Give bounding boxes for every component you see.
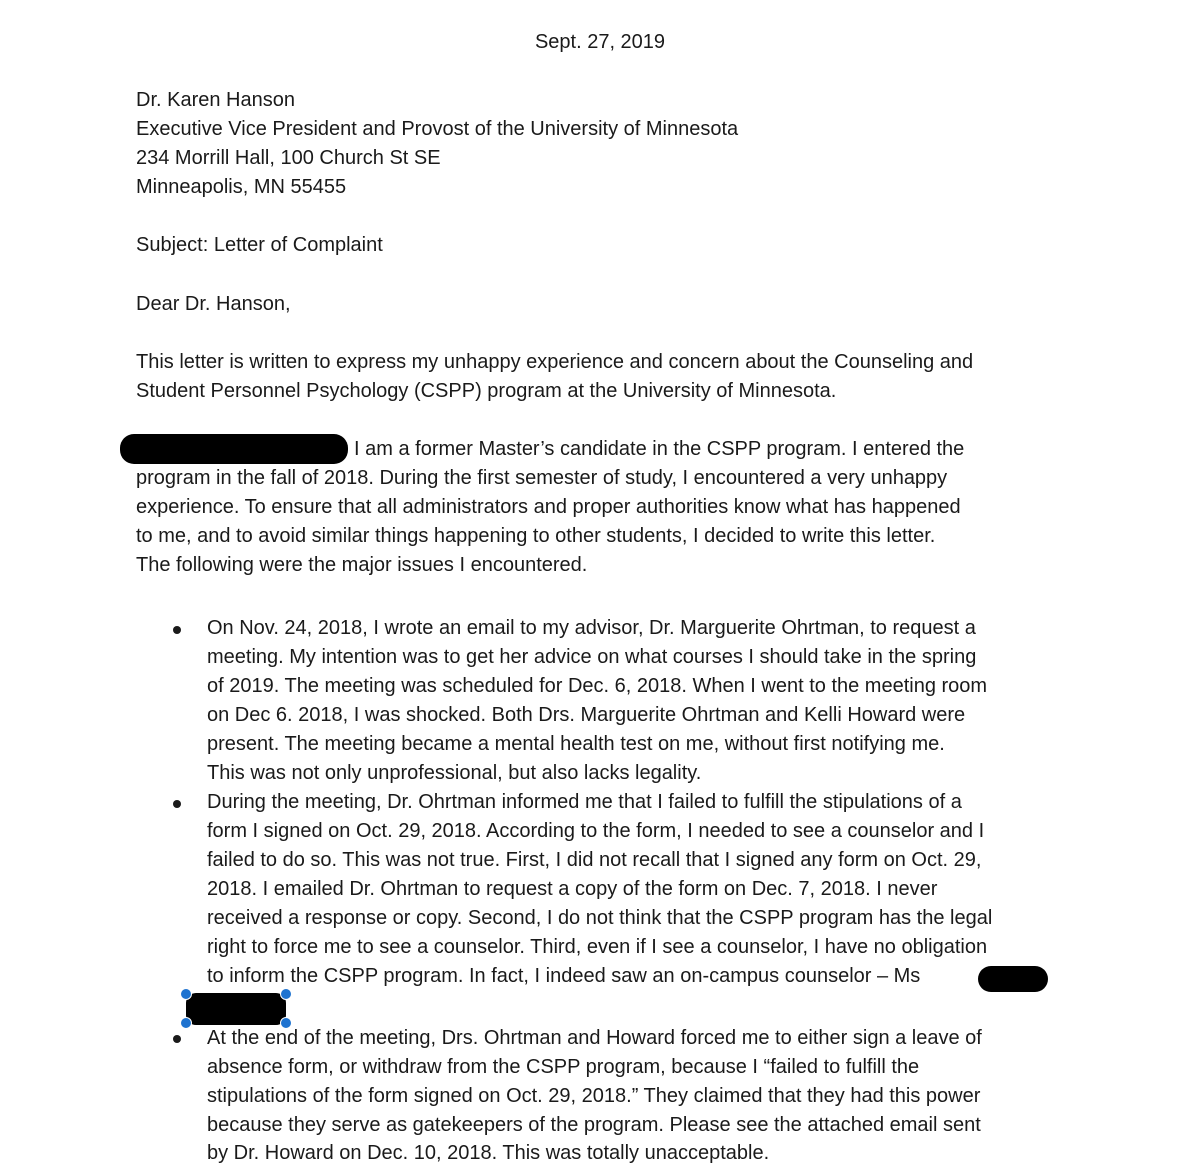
recipient-name: Dr. Karen Hanson — [136, 89, 295, 111]
bullet-icon — [173, 800, 181, 808]
bullet-line: because they serve as gatekeepers of the program. Please see the attached email sent — [207, 1114, 981, 1136]
paragraph-line: experience. To ensure that all administrators and proper authorities know what has happened — [136, 496, 961, 518]
redaction-mark — [978, 966, 1048, 992]
recipient-address-line-2: Minneapolis, MN 55455 — [136, 176, 347, 198]
intro-line: Student Personnel Psychology (CSPP) program at the University of Minnesota. — [136, 380, 837, 402]
bullet-line: right to force me to see a counselor. Third, even if I see a counselor, I have no obligation — [207, 936, 988, 958]
bullet-line: absence form, or withdraw from the CSPP program, because I “failed to fulfill the — [207, 1056, 920, 1078]
bullet-line: 2018. I emailed Dr. Ohrtman to request a copy of the form on Dec. 7, 2018. I never — [207, 878, 938, 900]
bullet-line: During the meeting, Dr. Ohrtman informed me that I failed to fulfill the stipulations of a — [207, 791, 962, 813]
paragraph-line: The following were the major issues I encountered. — [136, 554, 588, 576]
paragraph-line: program in the fall of 2018. During the first semester of study, I encountered a very unhappy — [136, 467, 948, 489]
resize-handle-icon[interactable] — [180, 988, 192, 1000]
letter-date: Sept. 27, 2019 — [534, 31, 666, 53]
bullet-line: meeting. My intention was to get her advice on what courses I should take in the spring — [207, 646, 977, 668]
bullet-line: On Nov. 24, 2018, I wrote an email to my advisor, Dr. Marguerite Ohrtman, to request a — [207, 617, 976, 639]
recipient-address-line-1: 234 Morrill Hall, 100 Church St SE — [136, 147, 441, 169]
bullet-line: received a response or copy. Second, I do not think that the CSPP program has the legal — [207, 907, 993, 929]
bullet-line: form I signed on Oct. 29, 2018. According to the form, I needed to see a counselor and I — [207, 820, 985, 842]
subject-line: Subject: Letter of Complaint — [136, 234, 383, 256]
bullet-icon — [173, 1035, 181, 1043]
bullet-line: of 2019. The meeting was scheduled for Dec. 6, 2018. When I went to the meeting room — [207, 675, 988, 697]
redaction-mark-selected[interactable] — [186, 993, 286, 1025]
salutation: Dear Dr. Hanson, — [136, 293, 291, 315]
bullet-line: failed to do so. This was not true. First, I did not recall that I signed any form on Oct. 29, — [207, 849, 982, 871]
resize-handle-icon[interactable] — [180, 1017, 192, 1029]
bullet-line: by Dr. Howard on Dec. 10, 2018. This was totally unacceptable. — [207, 1142, 770, 1164]
bullet-line: on Dec 6. 2018, I was shocked. Both Drs. Marguerite Ohrtman and Kelli Howard were — [207, 704, 966, 726]
bullet-icon — [173, 626, 181, 634]
redaction-mark — [120, 434, 348, 464]
bullet-line: This was not only unprofessional, but also lacks legality. — [207, 762, 702, 784]
resize-handle-icon[interactable] — [280, 988, 292, 1000]
bullet-line: At the end of the meeting, Drs. Ohrtman and Howard forced me to either sign a leave of — [207, 1027, 982, 1049]
paragraph-line: I am a former Master’s candidate in the CSPP program. I entered the — [354, 438, 965, 460]
recipient-title: Executive Vice President and Provost of the University of Minnesota — [136, 118, 739, 140]
intro-line: This letter is written to express my unhappy experience and concern about the Counseling and — [136, 351, 974, 373]
paragraph-line: to me, and to avoid similar things happening to other students, I decided to write this letter. — [136, 525, 936, 547]
bullet-line: stipulations of the form signed on Oct. 29, 2018.” They claimed that they had this power — [207, 1085, 981, 1107]
bullet-line: present. The meeting became a mental health test on me, without first notifying me. — [207, 733, 945, 755]
bullet-line: to inform the CSPP program. In fact, I indeed saw an on-campus counselor – Ms — [207, 965, 921, 987]
